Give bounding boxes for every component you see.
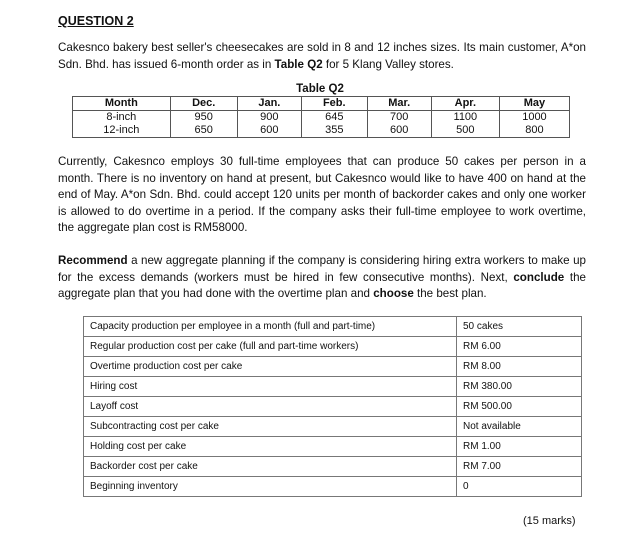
cost-value: 0 xyxy=(457,477,582,497)
header-cell: Month xyxy=(73,97,171,111)
cost-label: Layoff cost xyxy=(84,397,457,417)
cost-label: Holding cost per cake xyxy=(84,437,457,457)
table-cell: 355 xyxy=(301,124,367,138)
table-row xyxy=(73,111,570,125)
cost-value: RM 500.00 xyxy=(457,397,582,417)
table-row xyxy=(84,337,582,357)
marks-label: (15 marks) xyxy=(523,515,576,527)
table-row xyxy=(84,457,582,477)
cost-label: Hiring cost xyxy=(84,377,457,397)
table-reference: Table Q2 xyxy=(274,57,323,71)
header-cell: Mar. xyxy=(367,97,431,111)
header-cell: May xyxy=(499,97,569,111)
table-cell: 650 xyxy=(170,124,237,138)
table-cell: 600 xyxy=(367,124,431,138)
table-row xyxy=(84,357,582,377)
cost-label: Subcontracting cost per cake xyxy=(84,417,457,437)
header-cell: Apr. xyxy=(431,97,499,111)
table-cell: 8-inch xyxy=(73,111,171,125)
cost-value: RM 1.00 xyxy=(457,437,582,457)
choose-keyword: choose xyxy=(373,287,414,301)
table-row xyxy=(84,397,582,417)
table-cell: 700 xyxy=(367,111,431,125)
cost-label: Backorder cost per cake xyxy=(84,457,457,477)
table-cell: 645 xyxy=(301,111,367,125)
table-row xyxy=(84,317,582,337)
header-cell: Feb. xyxy=(301,97,367,111)
table-row xyxy=(84,477,582,497)
table-cell: 1000 xyxy=(499,111,569,125)
intro-paragraph: Cakesnco bakery best seller's cheesecakes are sold in 8 and 12 inches sizes. Its main customer, A*on Sdn. Bhd. has issued 6-month order as in Table Q2 for 5 Klang Valley stores. xyxy=(58,41,586,71)
cost-value: Not available xyxy=(457,417,582,437)
table-cell: 1100 xyxy=(431,111,499,125)
table-cell: 950 xyxy=(170,111,237,125)
header-cell: Jan. xyxy=(237,97,301,111)
table-cell: 800 xyxy=(499,124,569,138)
cost-label: Overtime production cost per cake xyxy=(84,357,457,377)
table-row xyxy=(84,437,582,457)
table-caption: Table Q2 xyxy=(296,83,344,95)
table-row xyxy=(84,377,582,397)
cost-value: RM 8.00 xyxy=(457,357,582,377)
cost-table xyxy=(83,316,582,497)
cost-label: Capacity production per employee in a month (full and part-time) xyxy=(84,317,457,337)
table-row xyxy=(84,417,582,437)
conditions-paragraph: Currently, Cakesnco employs 30 full-time employees that can produce 50 cakes per person in a month. There is no inventory on hand at present, but Cakesnco would like to have 400 on hand at the end of May. A*on Sdn. Bhd. could accept 120 units per month of backorder cakes and only one worker is allowed to do overtime in a period. If the company asks their full-time employee to work overtime, the aggregate plan cost is RM58000. xyxy=(58,155,586,235)
question-heading: QUESTION 2 xyxy=(58,14,134,28)
cost-value: RM 7.00 xyxy=(457,457,582,477)
header-cell: Dec. xyxy=(170,97,237,111)
table-cell: 12-inch xyxy=(73,124,171,138)
cost-value: RM 380.00 xyxy=(457,377,582,397)
cost-value: 50 cakes xyxy=(457,317,582,337)
task-paragraph: Recommend a new aggregate planning if the company is considering hiring extra workers to make up for the excess demands (workers must be hired in few consecutive months). Next, conclude the aggregate plan that you had done with the overtime plan and choose the best plan. xyxy=(58,254,586,301)
table-cell: 900 xyxy=(237,111,301,125)
cost-value: RM 6.00 xyxy=(457,337,582,357)
recommend-keyword: Recommend xyxy=(58,254,128,267)
table-cell: 600 xyxy=(237,124,301,138)
table-row xyxy=(73,124,570,138)
order-table xyxy=(72,96,570,138)
conclude-keyword: conclude xyxy=(513,270,565,284)
order-table-header xyxy=(73,97,570,111)
cost-label: Beginning inventory xyxy=(84,477,457,497)
cost-label: Regular production cost per cake (full and part-time workers) xyxy=(84,337,457,357)
table-cell: 500 xyxy=(431,124,499,138)
